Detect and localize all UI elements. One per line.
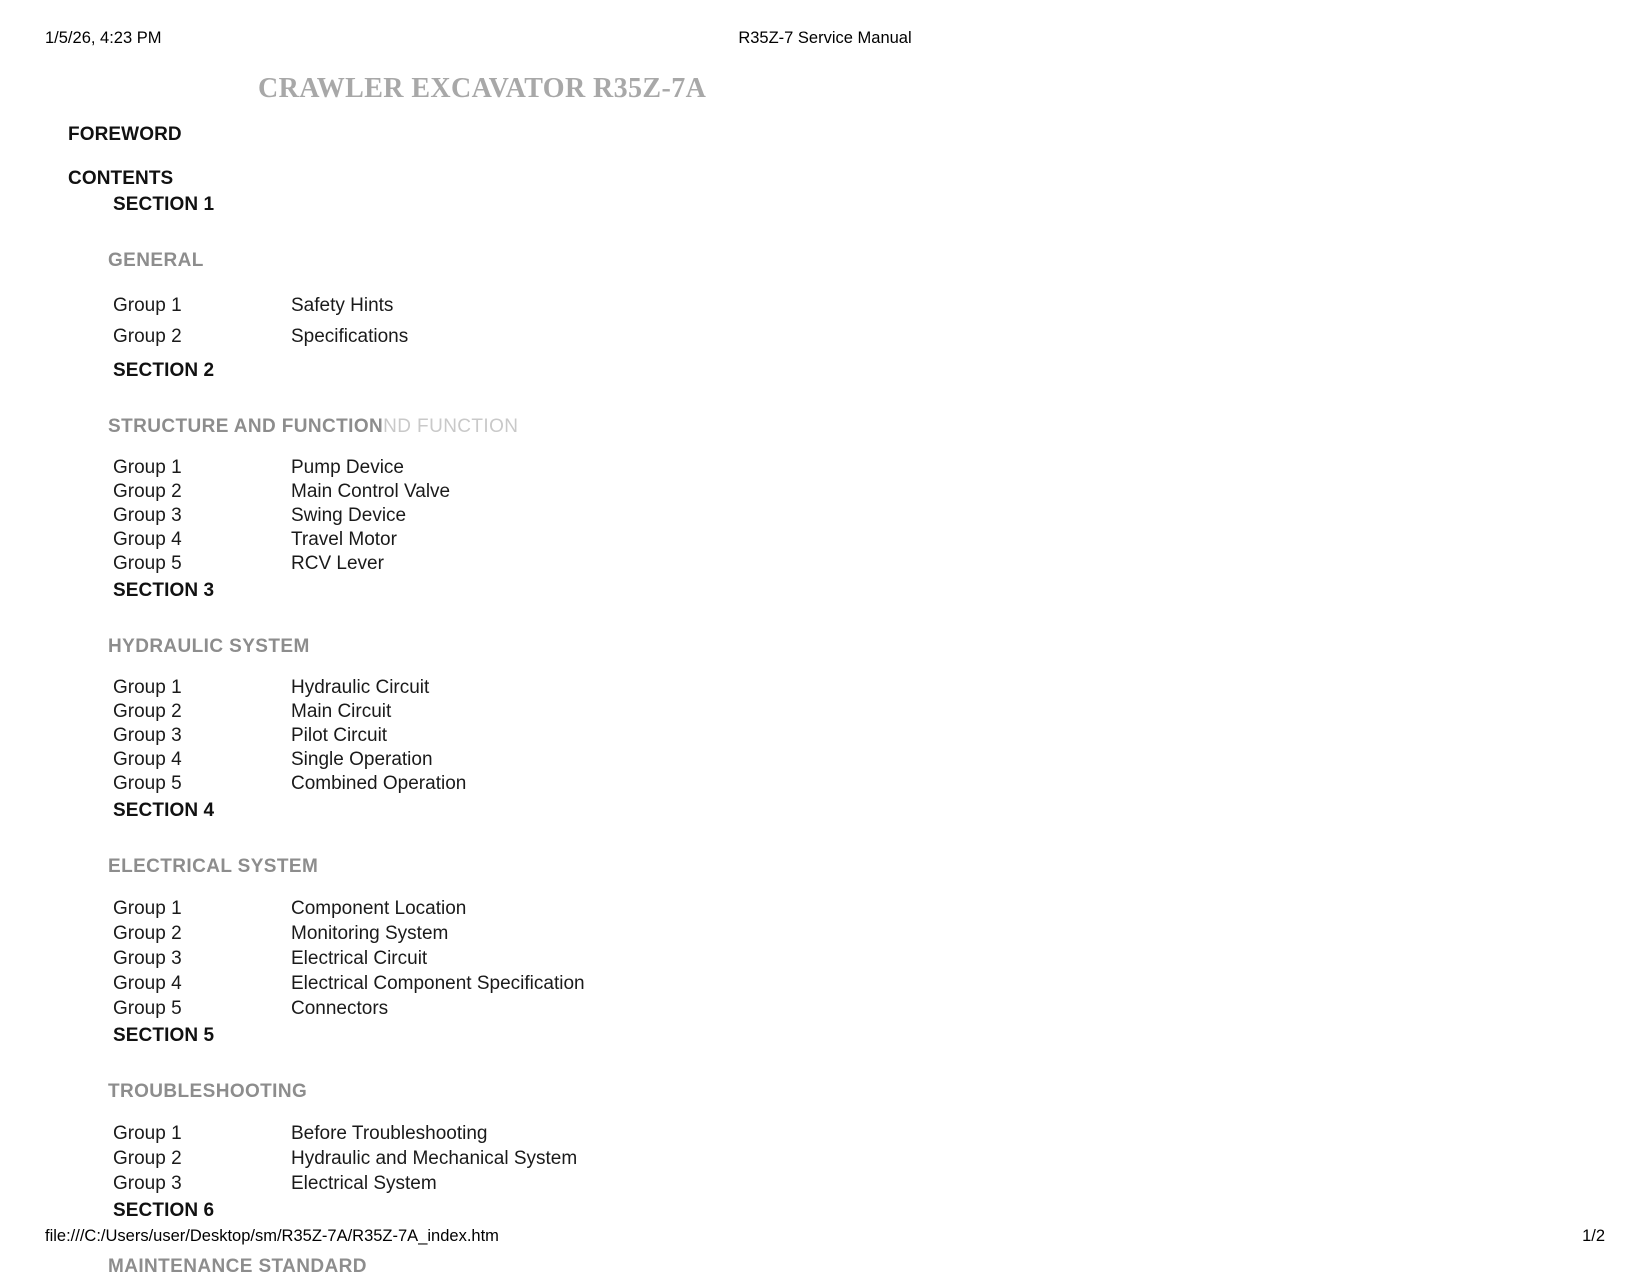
group-title: Electrical Component Specification — [291, 973, 585, 994]
page-title: CRAWLER EXCAVATOR R35Z-7A — [258, 73, 707, 104]
section-name-text: MAINTENANCE STANDARD — [108, 1256, 367, 1277]
section-name — [0, 604, 1650, 659]
section-name-text: STRUCTURE AND FUNCTION — [108, 416, 384, 437]
group-title: Before Troubleshooting — [291, 1123, 488, 1144]
group-label: Group 2 — [113, 481, 182, 502]
print-header-title: R35Z-7 Service Manual — [738, 29, 912, 47]
group-row[interactable] — [0, 1146, 1650, 1171]
group-row[interactable] — [0, 528, 1650, 552]
section-number: SECTION 2 — [113, 360, 215, 381]
group-title: Electrical System — [291, 1173, 437, 1194]
group-title: Main Control Valve — [291, 481, 451, 502]
group-label: Group 2 — [113, 1148, 182, 1169]
section-name-ghost-text: ND FUNCTION — [383, 416, 519, 437]
group-title: Connectors — [291, 998, 389, 1019]
group-row[interactable] — [0, 1171, 1650, 1196]
group-label: Group 5 — [113, 553, 182, 574]
group-label: Group 3 — [113, 948, 182, 969]
group-title: Electrical Circuit — [291, 948, 428, 969]
section-number: SECTION 1 — [113, 194, 215, 215]
foreword-heading: FOREWORD — [68, 124, 182, 145]
section-block — [0, 358, 1650, 578]
group-title: RCV Lever — [291, 553, 384, 574]
group-title: Component Location — [291, 898, 467, 919]
group-row[interactable] — [0, 921, 1650, 946]
section-name-text: TROUBLESHOOTING — [108, 1081, 308, 1102]
group-row[interactable] — [0, 946, 1650, 971]
section-name — [0, 218, 1650, 273]
contents-heading: CONTENTS — [68, 168, 174, 189]
group-label: Group 1 — [113, 457, 182, 478]
group-list — [0, 1104, 1650, 1198]
group-label: Group 1 — [113, 898, 182, 919]
group-label: Group 2 — [113, 326, 182, 347]
section-number: SECTION 5 — [113, 1025, 215, 1046]
print-header — [0, 28, 1650, 52]
group-title: Pump Device — [291, 457, 404, 478]
group-label: Group 2 — [113, 701, 182, 722]
group-row[interactable] — [0, 1121, 1650, 1146]
print-footer — [0, 1226, 1650, 1250]
group-title: Pilot Circuit — [291, 725, 388, 746]
contents-list — [0, 192, 1650, 1279]
group-label: Group 4 — [113, 749, 182, 770]
group-title: Swing Device — [291, 505, 407, 526]
group-list — [0, 659, 1650, 798]
group-label: Group 4 — [113, 973, 182, 994]
section-name — [0, 384, 1650, 439]
group-row[interactable] — [0, 480, 1650, 504]
group-list — [0, 439, 1650, 578]
group-title: Specifications — [291, 326, 409, 347]
group-title: Main Circuit — [291, 701, 392, 722]
section-number: SECTION 3 — [113, 580, 215, 601]
section-name-text: GENERAL — [108, 250, 204, 271]
section-name — [0, 824, 1650, 879]
section-number: SECTION 4 — [113, 800, 215, 821]
group-row[interactable] — [0, 748, 1650, 772]
print-header-date: 1/5/26, 4:23 PM — [45, 29, 162, 47]
group-label: Group 1 — [113, 1123, 182, 1144]
group-title: Combined Operation — [291, 773, 467, 794]
group-title: Travel Motor — [291, 529, 397, 550]
group-label: Group 2 — [113, 923, 182, 944]
section-block — [0, 1023, 1650, 1198]
group-label: Group 3 — [113, 1173, 182, 1194]
section-block — [0, 578, 1650, 798]
group-row[interactable] — [0, 456, 1650, 480]
group-label: Group 3 — [113, 505, 182, 526]
group-row[interactable] — [0, 724, 1650, 748]
group-row[interactable] — [0, 700, 1650, 724]
group-row[interactable] — [0, 676, 1650, 700]
group-row[interactable] — [0, 321, 1650, 352]
group-list — [0, 879, 1650, 1023]
group-row[interactable] — [0, 896, 1650, 921]
group-label: Group 5 — [113, 998, 182, 1019]
section-name — [0, 1049, 1650, 1104]
group-label: Group 1 — [113, 677, 182, 698]
group-title: Monitoring System — [291, 923, 449, 944]
group-title: Safety Hints — [291, 295, 394, 316]
group-row[interactable] — [0, 290, 1650, 321]
group-label: Group 1 — [113, 295, 182, 316]
group-row[interactable] — [0, 971, 1650, 996]
group-title: Single Operation — [291, 749, 433, 770]
group-title: Hydraulic and Mechanical System — [291, 1148, 578, 1169]
section-name-text: HYDRAULIC SYSTEM — [108, 636, 310, 657]
group-label: Group 4 — [113, 529, 182, 550]
group-label: Group 5 — [113, 773, 182, 794]
section-name-text: ELECTRICAL SYSTEM — [108, 856, 319, 877]
group-title: Hydraulic Circuit — [291, 677, 430, 698]
group-row[interactable] — [0, 552, 1650, 576]
group-label: Group 3 — [113, 725, 182, 746]
print-footer-url: file:///C:/Users/user/Desktop/sm/R35Z-7A/R35Z-7A_index.htm — [45, 1227, 499, 1245]
section-block — [0, 192, 1650, 358]
section-number: SECTION 6 — [113, 1200, 215, 1221]
section-block — [0, 798, 1650, 1023]
print-footer-page-number: 1/2 — [1582, 1227, 1605, 1245]
group-row[interactable] — [0, 996, 1650, 1021]
group-row[interactable] — [0, 504, 1650, 528]
document-body — [0, 70, 1650, 1279]
group-list — [0, 273, 1650, 358]
group-row[interactable] — [0, 772, 1650, 796]
